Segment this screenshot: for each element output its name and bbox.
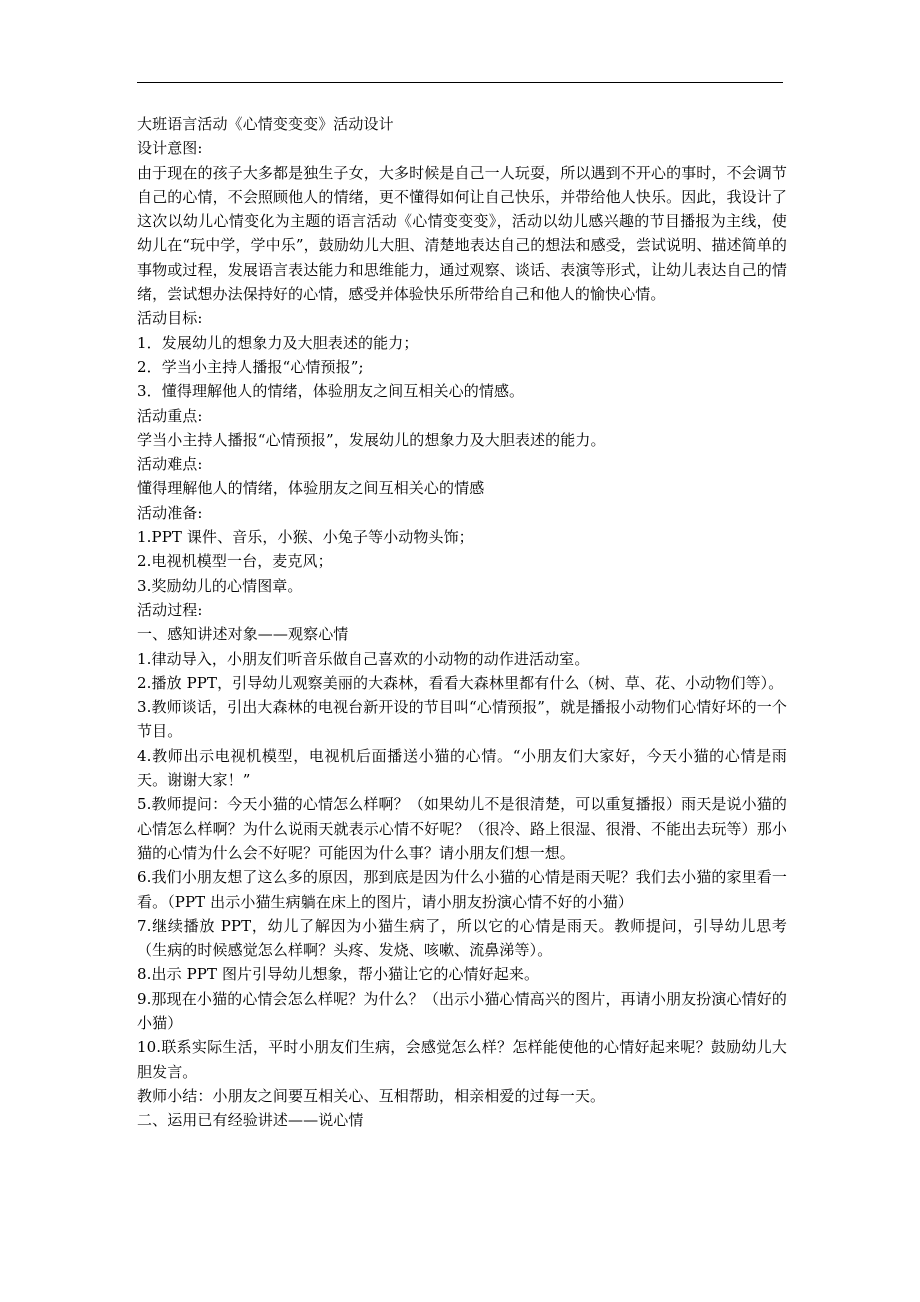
intent-paragraph: 由于现在的孩子大多都是独生子女，大多时候是自己一人玩耍，所以遇到不开心的事时，不会调节自己的心情，不会照顾他人的情绪，更不懂得如何让自己快乐，并带给他人快乐。因此，我设计了这次以幼儿心情变化为主题的语言活动《心情变变变》，活动以幼儿感兴趣的节目播报为主线，使幼儿在“玩中学，学中乐”，鼓励幼儿大胆、清楚地表达自己的想法和感受，尝试说明、描述简单的事物或过程，发展语言表达能力和思维能力，通过观察、谈话、表演等形式，让幼儿表达自己的情绪，尝试想办法保持好的心情，感受并体验快乐所带给自己和他人的愉快心情。 [137,163,787,304]
process-step: 5.教师提问：今天小猫的心情怎么样啊？（如果幼儿不是很清楚，可以重复播报）雨天是说小猫的心情怎么样啊？为什么说雨天就表示心情不好呢？（很冷、路上很湿、很滑、不能出去玩等）那小猫的心情为什么会不好呢？可能因为什么事？请小朋友们想一想。 [137,795,787,862]
prep-heading: 活动准备: [137,503,203,522]
process-step: 9.那现在小猫的心情会怎么样呢？为什么？（出示小猫心情高兴的图片，再请小朋友扮演心情好的小猫） [137,989,787,1032]
prep-item: 1.PPT 课件、音乐，小猴、小兔子等小动物头饰； [137,528,474,547]
process-step: 8.出示 PPT 图片引导幼儿想象，帮小猫让它的心情好起来。 [137,965,540,984]
focus-heading: 活动重点: [137,406,203,425]
teacher-summary: 教师小结：小朋友之间要互相关心、互相帮助，相亲相爱的过每一天。 [137,1086,606,1105]
process-step: 2.播放 PPT，引导幼儿观察美丽的大森林，看看大森林里都有什么（树、草、花、小动物们等）。 [137,673,784,692]
document-title: 大班语言活动《心情变变变》活动设计 [137,115,394,133]
difficulty-heading: 活动难点: [137,455,203,474]
focus-paragraph: 学当小主持人播报“心情预报”，发展幼儿的想象力及大胆表述的能力。 [137,430,606,449]
section-heading: 二、运用已有经验讲述——说心情 [137,1111,364,1130]
prep-item: 2.电视机模型一台，麦克风； [137,552,333,571]
goal-item: 1．发展幼儿的想象力及大胆表述的能力； [137,333,419,352]
process-step: 10.联系实际生活，平时小朋友们生病，会感觉怎么样？怎样能使他的心情好起来呢？鼓励幼儿大胆发言。 [137,1038,787,1081]
goal-item: 3．懂得理解他人的情绪，体验朋友之间互相关心的情感。 [137,382,525,401]
header-rule [137,82,783,83]
process-step: 6.我们小朋友想了这么多的原因，那到底是因为什么小猫的心情是雨天呢？我们去小猫的家里看一看。（PPT 出示小猫生病躺在床上的图片，请小朋友扮演心情不好的小猫） [137,868,787,911]
process-step: 1.律动导入，小朋友们听音乐做自己喜欢的小动物的动作进活动室。 [137,649,590,668]
section-heading: 一、感知讲述对象——观察心情 [137,625,349,644]
process-step: 3.教师谈话，引出大森林的电视台新开设的节目叫“心情预报”，就是播报小动物们心情好坏的一个节目。 [137,698,787,741]
difficulty-paragraph: 懂得理解他人的情绪，体验朋友之间互相关心的情感 [137,479,485,498]
prep-item: 3.奖励幼儿的心情图章。 [137,576,303,595]
intent-heading: 设计意图: [137,139,203,158]
process-step: 7.继续播放 PPT，幼儿了解因为小猫生病了，所以它的心情是雨天。教师提问，引导幼儿思考（生病的时候感觉怎么样啊？头疼、发烧、咳嗽、流鼻涕等）。 [137,916,787,960]
goals-heading: 活动目标: [137,309,203,328]
goal-item: 2．学当小主持人播报“心情预报”; [137,357,364,376]
process-heading: 活动过程: [137,600,203,619]
process-step: 4.教师出示电视机模型，电视机后面播送小猫的心情。“小朋友们大家好，今天小猫的心情是雨天。谢谢大家！” [137,746,787,790]
document-body [137,112,787,1132]
